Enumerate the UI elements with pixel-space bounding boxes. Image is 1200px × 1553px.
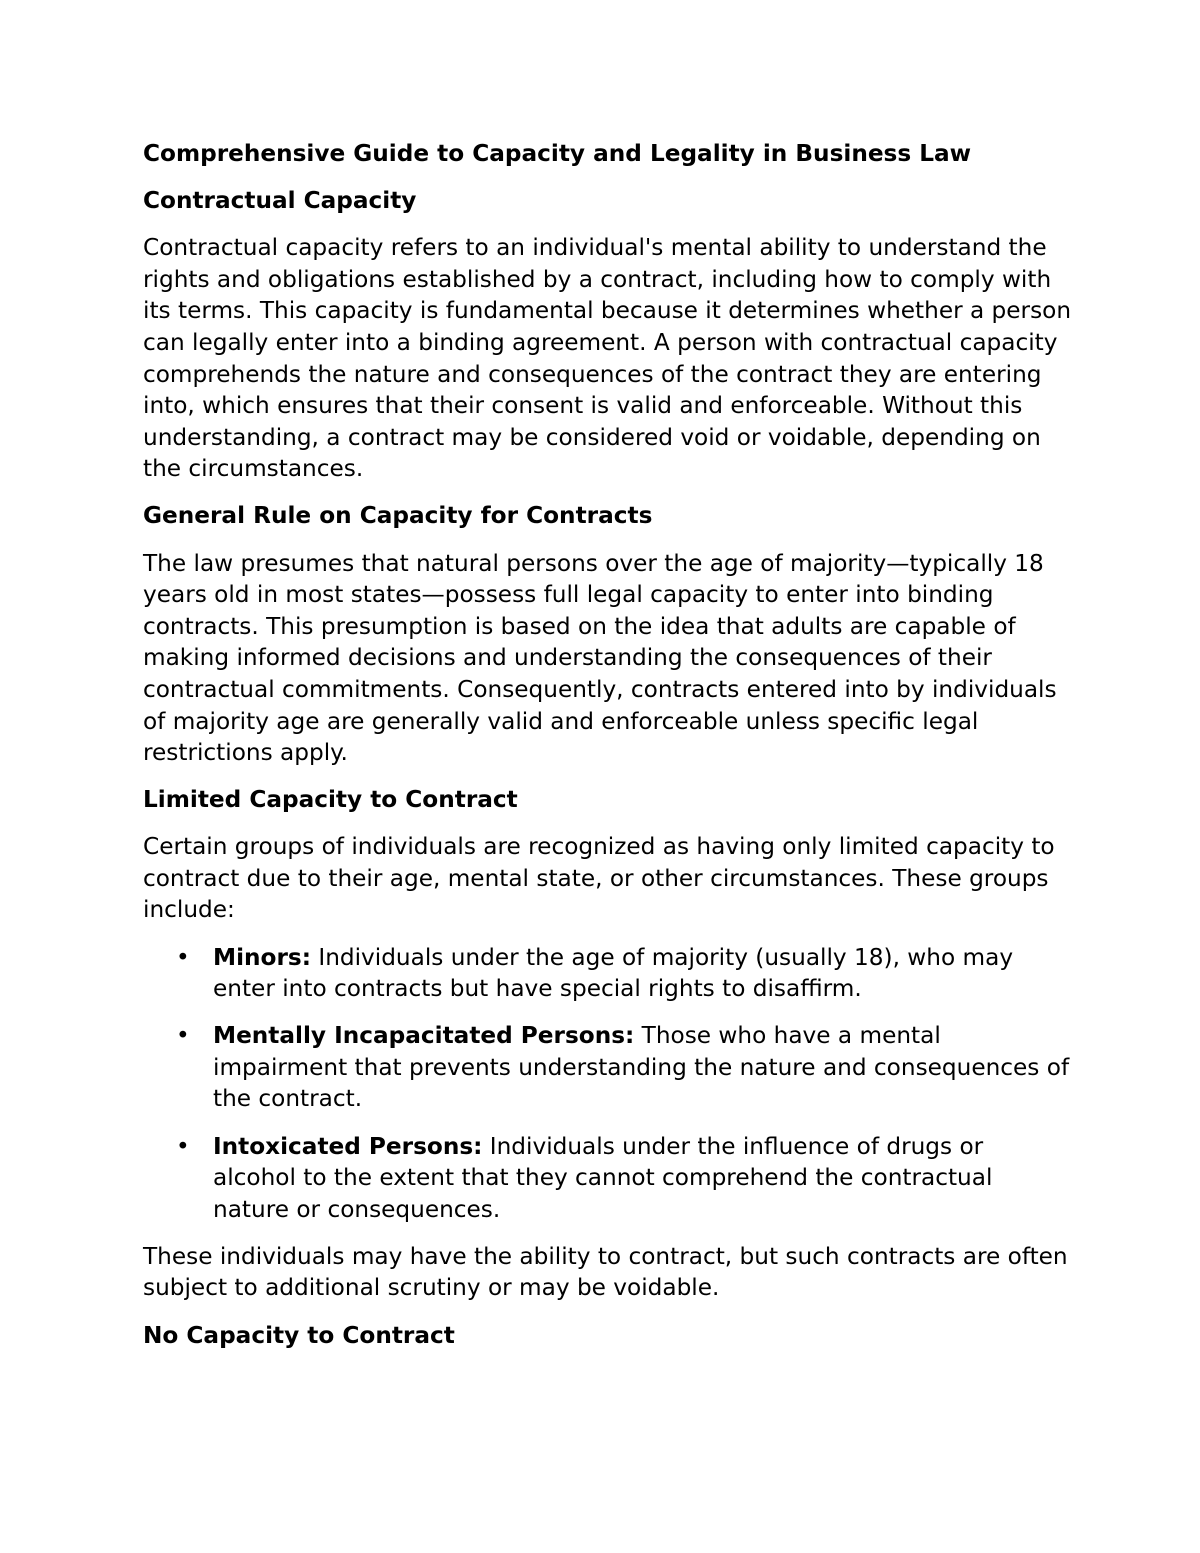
list-item-mentally-incapacitated <box>143 1020 1073 1115</box>
document-title: Comprehensive Guide to Capacity and Legality in Business Law <box>143 140 972 167</box>
list-item-intoxicated <box>143 1131 1073 1226</box>
list-item-minors <box>143 942 1073 1005</box>
section-heading-general-rule: General Rule on Capacity for Contracts <box>143 502 653 530</box>
bullet-text: Individuals under the influence of drugs or alcohol to the extent that they cannot comprehend the contractual nature or consequences. <box>213 1132 993 1223</box>
bullet-term: Intoxicated Persons: <box>213 1132 483 1160</box>
section-closing-limited-capacity: These individuals may have the ability to contract, but such contracts are often subject to additional scrutiny or may be voidable. <box>143 1242 1068 1302</box>
section-heading-limited-capacity: Limited Capacity to Contract <box>143 786 518 814</box>
bullet-text: Individuals under the age of majority (usually 18), who may enter into contracts but have special rights to disaffirm. <box>213 943 1014 1003</box>
section-paragraph-general-rule: The law presumes that natural persons over the age of majority—typically 18 years old in most states—possess full legal capacity to enter into binding contracts. This presumption is based on the idea that adults are capable of making informed decisions and understanding the consequences of their contractual commitments. Consequently, contracts entered into by individuals of majority age are generally valid and enforceable unless specific legal restrictions apply. <box>143 549 1057 767</box>
section-heading-contractual-capacity: Contractual Capacity <box>143 187 417 215</box>
bullet-icon: • <box>176 1022 190 1050</box>
bullet-icon: • <box>176 1132 190 1160</box>
section-paragraph-limited-capacity: Certain groups of individuals are recognized as having only limited capacity to contract due to their age, mental state, or other circumstances. These groups include: <box>143 833 1055 924</box>
section-paragraph-contractual-capacity: Contractual capacity refers to an individual's mental ability to understand the rights and obligations established by a contract, including how to comply with its terms. This capacity is fundamental because it determines whether a person can legally enter into a binding agreement. A person with contractual capacity comprehends the nature and consequences of the contract they are entering into, which ensures that their consent is valid and enforceable. Without this understanding, a contract may be considered void or voidable, depending on the circumstances. <box>143 234 1072 483</box>
limited-capacity-list <box>143 942 1073 1226</box>
bullet-term: Minors: <box>213 943 311 971</box>
section-heading-no-capacity: No Capacity to Contract <box>143 1321 455 1349</box>
bullet-text: Those who have a mental impairment that prevents understanding the nature and consequences of the contract. <box>213 1022 1070 1113</box>
bullet-icon: • <box>176 943 190 971</box>
document-body <box>143 138 1073 1351</box>
bullet-term: Mentally Incapacitated Persons: <box>213 1022 635 1050</box>
